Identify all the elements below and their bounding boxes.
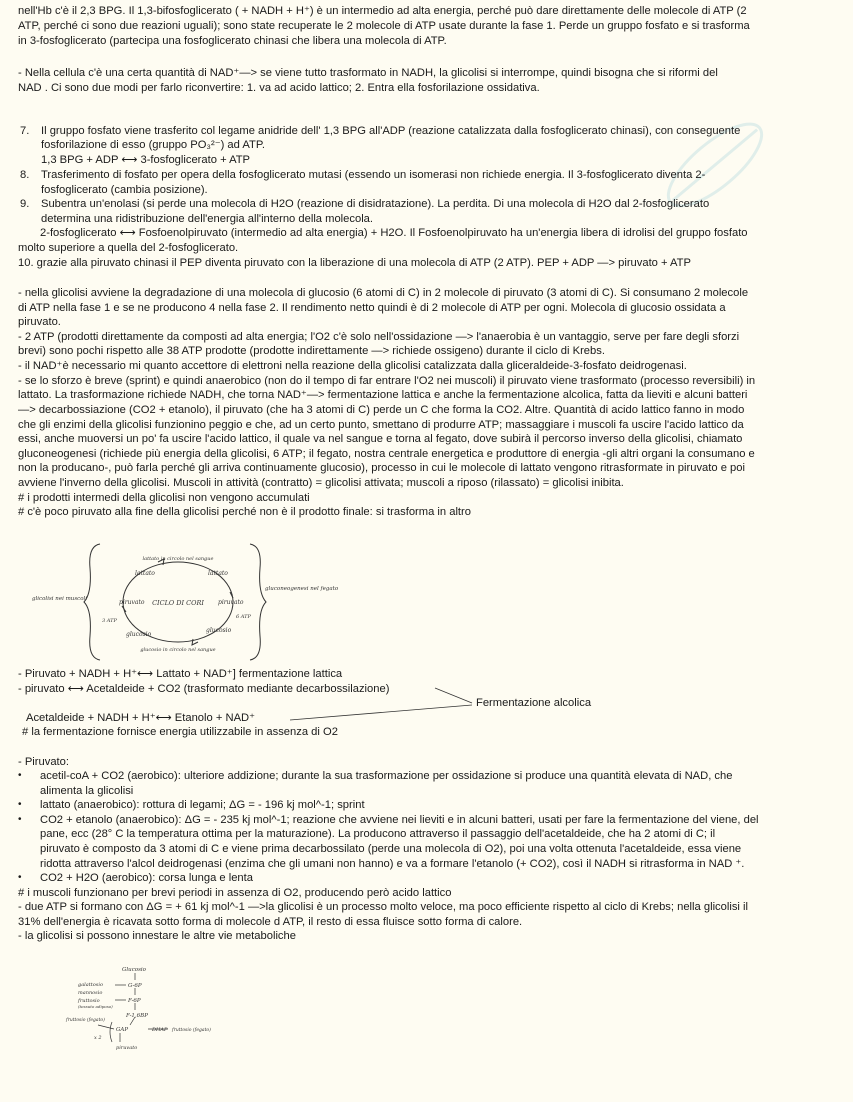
cori-atp-6: 6 ATP: [236, 614, 251, 620]
closing-line: - due ATP si formano con ΔG = + 61 kj mol^-1 —>la glicolisi è un processo molto veloce, ma poco efficiente rispetto al ciclo di Krebs; nella glicolisi il: [18, 901, 748, 913]
summary-line: gluconeogenesi (richiede più energia della glicolisi, 6 ATP; il fegato, nostra centrale energetica e produttore di energia -gli altri organi la consumano e: [18, 448, 755, 460]
summary-line: —> decarbossiazione (CO2 + etanolo), il piruvato (che ha 3 atomi di C) perde un C che forma la CO2. Altre. Quantità di acido lattico fanno in modo: [18, 404, 745, 416]
summary-line: di ATP nella fase 1 e se ne producono 4 nella fase 2. Il rendimento netto quindi è di 2 molecole di ATP per ogni. Molecola di glucosio ossidata a: [18, 302, 726, 314]
summary-line: non la producano-, può farla perché gli arriva continuamente glucosio), processo in cui le molecole di lattato vengono ritrasformate in piruvato e poi: [18, 462, 745, 474]
bullet-line: pane, ecc (28° C la temperatura ottima per la maturazione). La producono attraverso il passaggio dell'acetaldeide, che ha 2 atomi di C; il: [40, 828, 716, 840]
pathway-galattosio: galattosio: [78, 982, 103, 988]
summary-line: brevi) sono pochi rispetto alle 38 ATP prodotte (prodotte indirettamente —> richiede ossigeno) durante il ciclo di Krebs.: [18, 345, 605, 357]
step-number: 9.: [20, 198, 30, 210]
piruvato-heading: - Piruvato:: [18, 756, 69, 768]
summary-line: # c'è poco piruvato alla fine della glicolisi perché non è il prodotto finale: si trasforma in altro: [18, 506, 471, 518]
pathway-fruttosio-adiposo-note: (tessuto adiposo): [78, 1004, 113, 1009]
bullet-dot: •: [18, 814, 22, 825]
closing-line: 31% dell'energia è ricavata sotto forma di molecole d ATP, il resto di essa fluisce sotto forma di calore.: [18, 916, 523, 928]
step-number: 8.: [20, 169, 30, 181]
cori-glucosio-left: glucosio: [126, 631, 152, 638]
summary-line: - se lo sforzo è breve (sprint) e quindi anaerobico (non do il tempo di far entrare l'O2 nei muscoli) il piruvato viene trasformato (processo reversibili) in: [18, 375, 756, 387]
bullet-line: acetil-coA + CO2 (aerobico): ulteriore addizione; durante la sua trasformazione per ossidazione si produce una quantità elevata di NAD, che: [40, 770, 733, 782]
bullet-line: alimenta la glicolisi: [40, 785, 134, 797]
ferm-acetaldeide: Acetaldeide + NADH + H⁺⟷ Etanolo + NAD⁺: [26, 712, 256, 724]
summary-line: - 2 ATP (prodotti direttamente da composti ad alta energia; l'O2 c'è solo nell'ossidazione —> l'anaerobia è un vantaggio, serve per fare degli sforzi: [18, 331, 740, 343]
step-equation: 1,3 BPG + ADP ⟷ 3-fosfoglicerato + ATP: [41, 154, 251, 166]
step-equation: 2-fosfoglicerato ⟷ Fosfoenolpiruvato (intermedio ad alta energia) + H2O. Il Fosfoenolpiruvato ha un'energia libera di idrolisi del gruppo fosfato: [40, 227, 748, 239]
summary-line: avviene l'inverno della glicolisi. Muscoli in attività (contratto) = glicolisi attivata; muscoli a riposo (rilassato) = glicolisi inibita.: [18, 477, 624, 489]
summary-line: che gli enzimi della glicolisi funzionino peggio e che, ad un certo punto, smettano di produrre ATP; massaggiare i muscoli fa uscire l'acido lattico da: [18, 419, 744, 431]
pathway-fruttosio-fegato-left: fruttosio (fegato): [66, 1018, 105, 1023]
cori-lattato-right: lattato: [208, 570, 228, 577]
step-line: fosfoglicerato (cambia posizione).: [41, 184, 208, 196]
cori-piruvato-left: piruvato: [119, 599, 145, 606]
pathway-f6p: F-6P: [128, 998, 141, 1004]
bullet-line: CO2 + H2O (aerobico): corsa lunga e lenta: [40, 872, 253, 884]
bullet-line: lattato (anaerobico): rottura di legami; ΔG = - 196 kj mol^-1; sprint: [40, 799, 365, 811]
step-line: Il gruppo fosfato viene trasferito col legame anidride dell' 1,3 BPG all'ADP (reazione catalizzata dalla fosfoglicerato chinasi), con conseguente: [41, 125, 741, 137]
ferm-alcolica-label: Fermentazione alcolica: [476, 697, 592, 709]
pathway-x2: x 2: [94, 1035, 102, 1041]
cori-cycle-diagram: [28, 538, 339, 668]
bullet-dot: •: [18, 799, 22, 810]
cori-center-label: CICLO DI CORI: [152, 599, 204, 607]
bullet-line: CO2 + etanolo (anaerobico): ΔG = - 235 kj mol^-1; reazione che avviene nei lieviti e in alcuni batteri, usati per fare la fermentazione del viene, del: [40, 814, 759, 826]
pathway-fruttosio-fegato-right: fruttosio (fegato): [172, 1028, 211, 1033]
bullet-line: ridotta attraverso l'alcol deidrogenasi (enzima che gli umani non hanno) e va a formare l'etanolo (+ CO2), così il NADH si ritrasforma in NAD ⁺.: [40, 858, 745, 870]
summary-line: essi, anche muoversi un po' fa uscire l'acido lattico, il quale va nel sangue e torna al fegato, dove subirà il percorso inverso della glicolisi, chiamato: [18, 433, 743, 445]
cori-top-label: lattato in circolo nel sangue: [142, 556, 214, 562]
intro-line: nell'Hb c'è il 2,3 BPG. Il 1,3-bifosfoglicerato ( + NADH + H⁺) è un intermedio ad alta energia, perché può dare direttamente delle molecole di ATP (2: [18, 5, 747, 17]
pathway-g6p: G-6P: [128, 983, 142, 989]
summary-line: - nella glicolisi avviene la degradazione di una molecola di glucosio (6 atomi di C) in 2 molecole di piruvato (3 atomi di C). Si consumano 2 molecole: [18, 287, 749, 299]
step-number: 7.: [20, 125, 30, 137]
summary-line: piruvato.: [18, 316, 61, 328]
ferm-decarbossilazione: - piruvato ⟷ Acetaldeide + CO2 (trasformato mediante decarbossilazione): [18, 683, 390, 695]
pathway-gap: GAP: [116, 1027, 129, 1033]
cori-glucosio-right: glucosio: [206, 627, 232, 634]
bullet-dot: •: [18, 770, 22, 781]
closing-line: - la glicolisi si possono innestare le altre vie metaboliche: [18, 930, 296, 942]
closing-line: # i muscoli funzionano per brevi periodi in assenza di O2, producendo però acido lattico: [18, 887, 452, 899]
intro-line: ATP, perché ci sono due reazioni uguali); sono state recuperate le 2 molecole di ATP usate durante la fase 1. Perde un gruppo fosfato e si trasforma: [18, 20, 750, 32]
pathway-fruttosio-adiposo: fruttosio: [78, 998, 100, 1004]
metabolic-pathway-diagram: [60, 962, 240, 1054]
summary-line: lattato. La trasformazione richiede NADH, che torna NAD⁺—> fermentazione lattica e anche la fermentazione alcolica, fatta da lieviti e alcuni batteri: [18, 389, 748, 401]
step-line: fosforilazione di esso (gruppo PO₃²⁻) ad ATP.: [41, 139, 265, 151]
cori-left-note: glicolisi nei muscoli: [32, 596, 88, 602]
cori-piruvato-right: piruvato: [218, 599, 244, 606]
ferm-lattica: - Piruvato + NADH + H⁺⟷ Lattato + NAD⁺] fermentazione lattica: [18, 668, 343, 680]
summary-line: - il NAD⁺è necessario mi quanto accettore di elettroni nella reazione della glicolisi catalizzata dalla gliceraldeide-3-fosfato deidrogenasi.: [18, 360, 687, 372]
cori-lattato-left: lattato: [135, 570, 155, 577]
cori-atp-3: 3 ATP: [102, 618, 117, 624]
cori-bottom-label: glucosio in circolo nel sangue: [140, 647, 216, 653]
summary-line: # i prodotti intermedi della glicolisi non vengono accumulati: [18, 492, 310, 504]
cori-right-note: gluconeogenesi nel fegato: [265, 586, 339, 592]
bullet-dot: •: [18, 872, 22, 883]
bullet-line: piruvato è composto da 3 atomi di C e viene prima decarbossilato (perde una molecola di O2), poi una volta ottenuta l'acetaldeide, essa viene: [40, 843, 742, 855]
left-brace: [84, 544, 100, 660]
nad-note-line: NAD . Ci sono due modi per farlo riconvertire: 1. va ad acido lattico; 2. Entra ella fosforilazione ossidativa.: [18, 82, 540, 94]
step-line: determina una ridistribuzione dell'energia all'interno della molecola.: [41, 213, 374, 225]
pathway-glucosio: Glucosio: [122, 967, 146, 973]
step-line: Trasferimento di fosfato per opera della fosfoglicerato mutasi (essendo un isomerasi non richiede energia. Il 3-fosfoglicerato diventa 2-: [41, 169, 706, 181]
pathway-dhap: DHAP: [152, 1027, 168, 1033]
pathway-piruvato: piruvato: [116, 1045, 138, 1051]
nad-note-line: - Nella cellula c'è una certa quantità di NAD⁺—> se viene tutto trasformato in NADH, la glicolisi si interrompe, quindi bisogna che si riformi del: [18, 67, 718, 79]
step-line: molto superiore a quella del 2-fosfoglicerato.: [18, 242, 239, 254]
ferm-note: # la fermentazione fornisce energia utilizzabile in assenza di O2: [22, 726, 338, 738]
right-brace: [250, 544, 266, 660]
pathway-mannosio: mannosio: [78, 990, 103, 996]
pathway-f16bp: F-1,6BP: [126, 1013, 148, 1019]
step-line: Subentra un'enolasi (si perde una molecola di H2O (reazione di disidratazione). La perdita. Di una molecola di H2O dal 2-fosfoglicerato: [41, 198, 710, 210]
intro-line: in 3-fosfoglicerato (partecipa una fosfoglicerato chinasi che libera una molecola di ATP.: [18, 35, 447, 47]
step-line: 10. grazie alla piruvato chinasi il PEP diventa piruvato con la liberazione di una molecola di ATP (2 ATP). PEP + ADP —> piruvato + ATP: [18, 257, 691, 269]
